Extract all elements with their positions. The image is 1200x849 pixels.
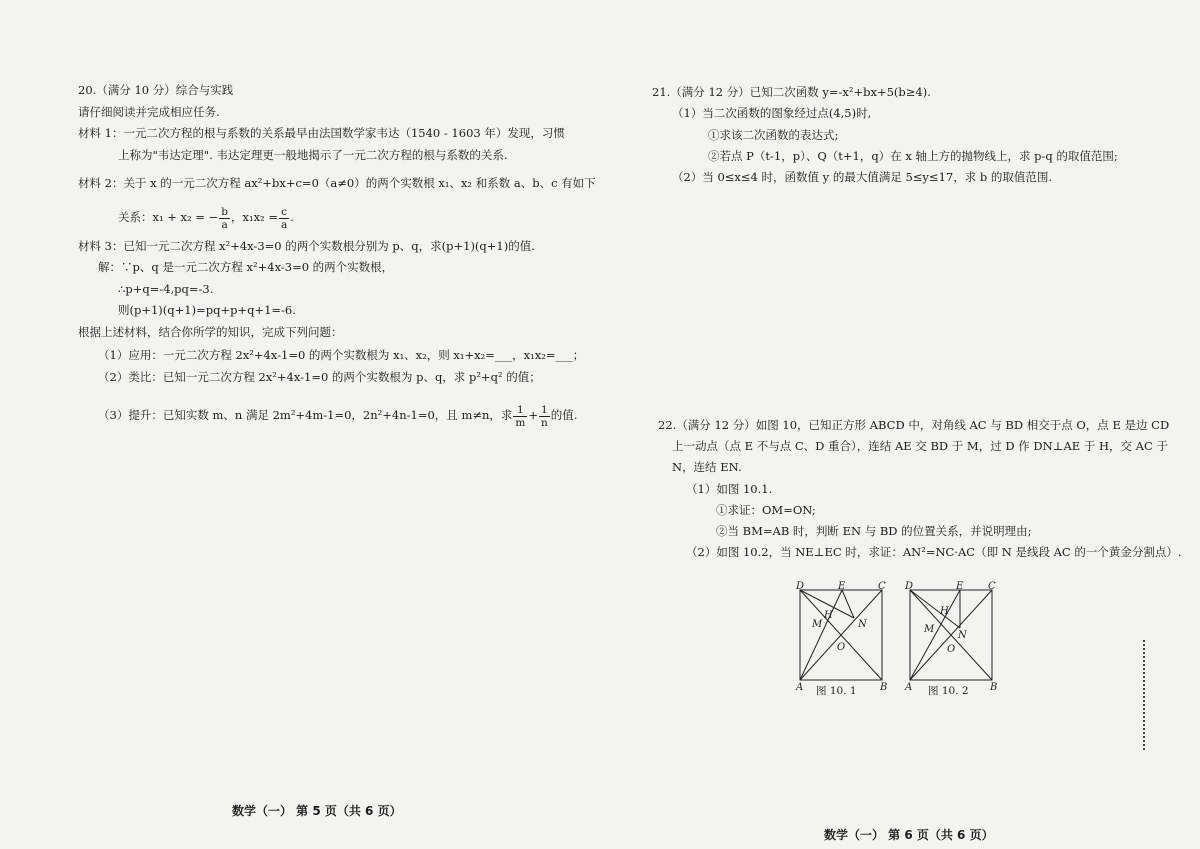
q22-part-1b: ②当 BM=AB 时，判断 EN 与 BD 的位置关系，并说明理由; (716, 524, 1032, 538)
material-1-line-1: 材料 1：一元二次方程的根与系数的关系最早由法国数学家韦达（1540 - 1603 年）发现，习惯 (78, 126, 565, 140)
segment-ae (800, 590, 842, 680)
task-1: （1）应用：一元二次方程 2x²+4x-1=0 的两个实数根为 x₁、x₂，则 x₁+x₂=___，x₁x₂=___； (98, 348, 585, 362)
task-2: （2）类比：已知一元二次方程 2x²+4x-1=0 的两个实数根为 p、q，求 p²+q² 的值； (98, 370, 541, 384)
q22-part-2: （2）如图 10.2，当 NE⊥EC 时，求证：AN²=NC·AC（即 N 是线段 AC 的一个黄金分割点）. (686, 545, 1182, 559)
material-2-line-1: 材料 2：关于 x 的一元二次方程 ax²+bx+c=0（a≠0）的两个实数根 x₁、x₂ 和系数 a、b、c 有如下 (78, 176, 596, 190)
q22-line-2: 上一动点（点 E 不与点 C、D 重合），连结 AE 交 BD 于 M，过 D 作 DN⊥AE 于 H，交 AC 于 (672, 439, 1168, 453)
fraction-b-over-a: $\frac{b}{a}$ (221, 205, 228, 231)
label-a: A (905, 682, 913, 693)
label-m: M (812, 619, 823, 630)
figure-10-2 (902, 580, 1002, 700)
q22-line-3: N，连结 EN. (672, 460, 742, 474)
material-2-relation: 关系：x₁ + x₂ = − $\frac{b}{a}$ ，x₁x₂ = $\frac{c}{a}$ . (118, 205, 294, 231)
q22-part-1: （1）如图 10.1. (686, 482, 773, 496)
label-h: H (940, 606, 949, 617)
segment-en (842, 590, 854, 618)
label-m: M (924, 624, 935, 635)
label-h: H (824, 610, 833, 621)
figure-10-1-caption: 图 10. 1 (816, 685, 857, 697)
label-d: D (905, 581, 914, 592)
label-d: D (796, 581, 805, 592)
solution-line-2: ∴p+q=-4,pq=-3. (118, 282, 214, 296)
label-c: C (878, 581, 886, 592)
segment-dn (910, 590, 960, 628)
scan-edge-marks (1139, 640, 1145, 750)
material-1-line-2: 上称为"韦达定理". 韦达定理更一般地揭示了一元二次方程的根与系数的关系. (118, 148, 508, 162)
fraction-1-over-m: $\frac{1}{m}$ (515, 403, 526, 429)
solution-line-1: 解：∵p、q 是一元二次方程 x²+4x-3=0 的两个实数根， (98, 260, 394, 274)
label-n: N (858, 619, 867, 630)
tasks-intro: 根据上述材料，结合你所学的知识，完成下列问题： (78, 325, 343, 339)
q21-part-1b: ②若点 P（t-1，p）、Q（t+1，q）在 x 轴上方的抛物线上，求 p-q 的取值范围; (708, 149, 1118, 163)
q21-part-1: （1）当二次函数的图象经过点(4,5)时, (672, 106, 872, 120)
material-3-line-1: 材料 3：已知一元二次方程 x²+4x-3=0 的两个实数根分别为 p、q，求(p+1)(q+1)的值. (78, 239, 535, 253)
left-page-footer: 数学（一） 第 5 页（共 6 页） (232, 804, 402, 818)
right-page-footer: 数学（一） 第 6 页（共 6 页） (824, 828, 994, 842)
fraction-1-over-n: $\frac{1}{n}$ (541, 403, 548, 429)
label-o: O (947, 644, 956, 655)
label-b: B (880, 682, 888, 693)
label-c: C (988, 581, 996, 592)
q22-line-1: 22.（满分 12 分）如图 10，已知正方形 ABCD 中，对角线 AC 与 BD 相交于点 O，点 E 是边 CD (658, 418, 1170, 432)
label-e: E (956, 581, 964, 592)
label-e: E (838, 581, 846, 592)
task-3: （3）提升：已知实数 m、n 满足 2m²+4m-1=0，2n²+4n-1=0，且 m≠n，求 $\frac{1}{m}$ + $\frac{1}{n}$ 的值. (98, 403, 578, 429)
q21-title: 21.（满分 12 分）已知二次函数 y=-x²+bx+5(b≥4). (652, 85, 931, 99)
label-a: A (796, 682, 804, 693)
fraction-c-over-a: $\frac{c}{a}$ (280, 205, 288, 231)
figure-10-2-caption: 图 10. 2 (928, 685, 969, 697)
label-o: O (837, 642, 846, 653)
label-n: N (958, 630, 967, 641)
q22-part-1a: ①求证：OM=ON; (716, 503, 816, 517)
q21-part-2: （2）当 0≤x≤4 时，函数值 y 的最大值满足 5≤y≤17，求 b 的取值范围. (672, 170, 1053, 184)
label-b: B (990, 682, 998, 693)
right-page (600, 0, 1200, 849)
solution-line-3: 则(p+1)(q+1)=pq+p+q+1=-6. (118, 303, 296, 317)
q21-part-1a: ①求该二次函数的表达式; (708, 128, 839, 142)
figure-10-1 (794, 580, 894, 700)
segment-ae (910, 590, 960, 680)
q20-intro: 请仔细阅读并完成相应任务. (78, 105, 220, 119)
q20-title: 20.（满分 10 分）综合与实践 (78, 83, 234, 97)
